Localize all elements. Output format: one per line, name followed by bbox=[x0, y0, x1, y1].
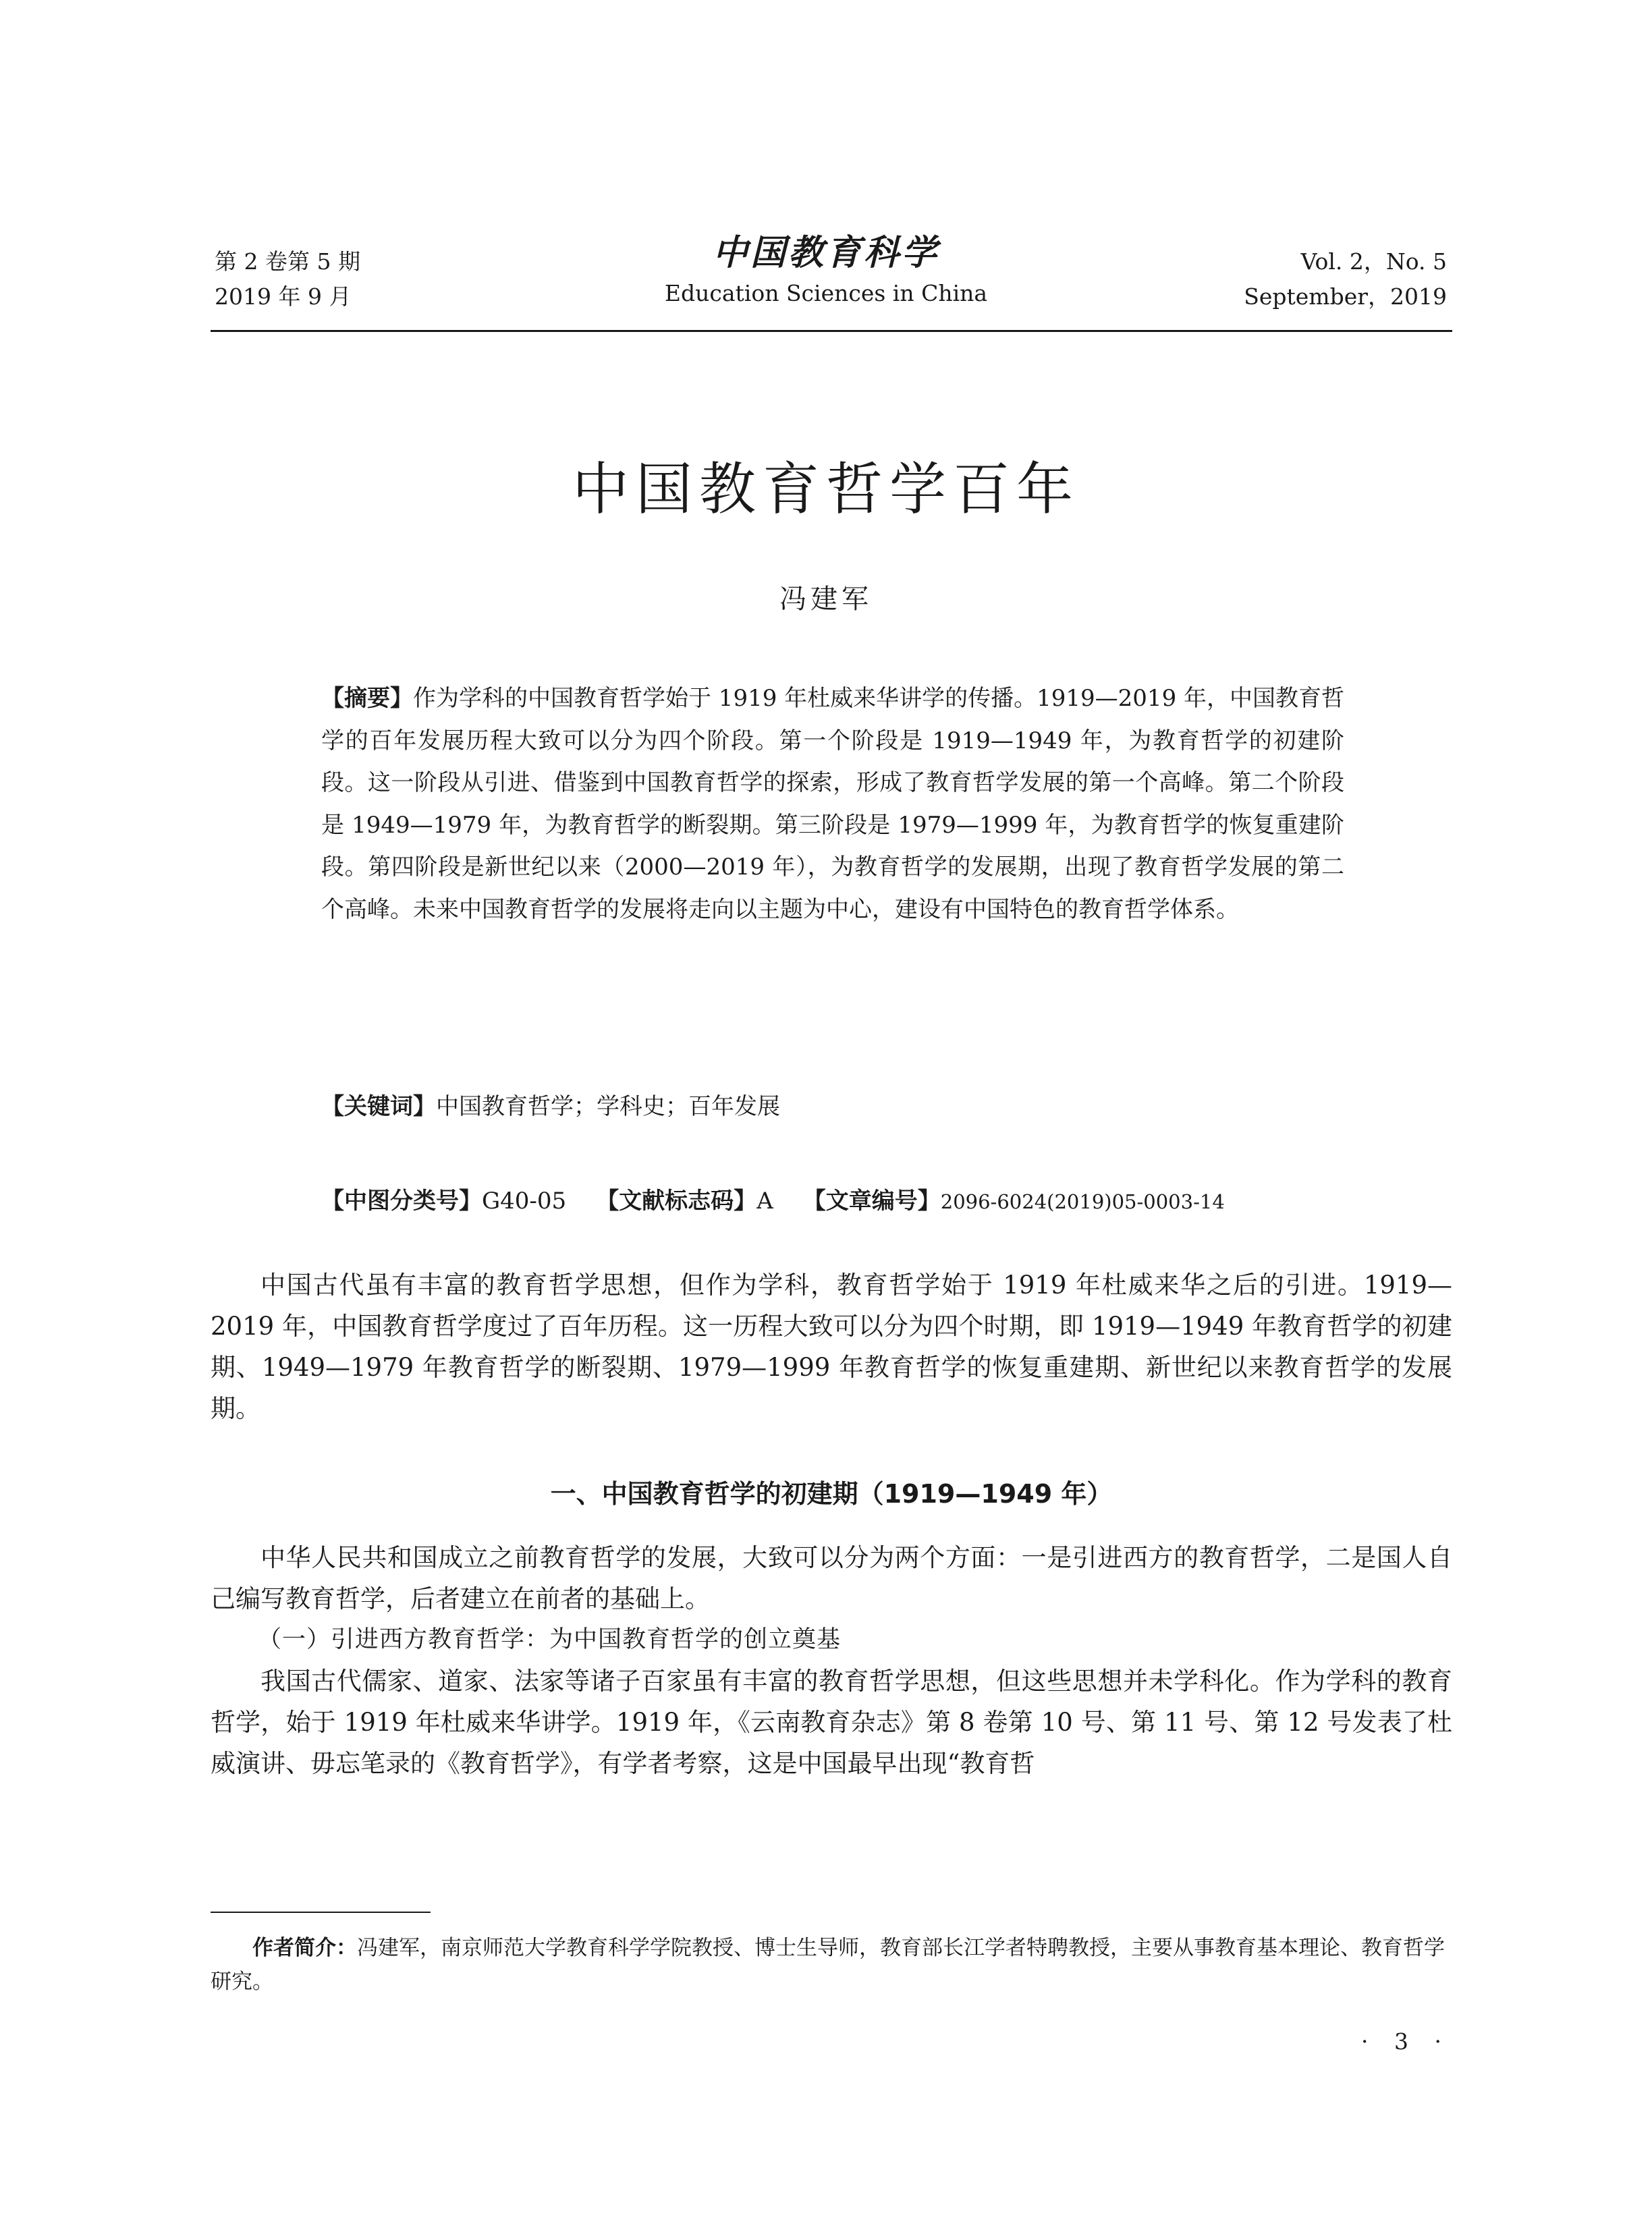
clc-label: 【中图分类号】 bbox=[321, 1188, 482, 1215]
abstract-label: 【摘要】 bbox=[321, 685, 413, 712]
header-divider bbox=[211, 330, 1452, 332]
author-footnote bbox=[211, 1931, 1452, 1999]
keywords-text: 中国教育哲学；学科史；百年发展 bbox=[436, 1093, 780, 1120]
subsection-heading: （一）引进西方教育哲学：为中国教育哲学的创立奠基 bbox=[258, 1626, 842, 1653]
keywords bbox=[321, 1088, 1344, 1125]
volume-issue: 第 2 卷第 5 期 bbox=[215, 248, 360, 275]
volume-issue-en: Vol. 2，No. 5 bbox=[1300, 248, 1447, 275]
article-author: 冯建军 bbox=[779, 584, 873, 615]
issue-info-en bbox=[1147, 244, 1447, 314]
article-number-label: 【文章编号】 bbox=[802, 1188, 941, 1215]
footnote-divider bbox=[211, 1912, 431, 1913]
classification-line bbox=[321, 1182, 1374, 1221]
publication-date: 2019 年 9 月 bbox=[215, 283, 352, 310]
intro-paragraph: 中国古代虽有丰富的教育哲学思想，但作为学科，教育哲学始于 1919 年杜威来华之后的引进。1919—2019 年，中国教育哲学度过了百年历程。这一历程大致可以分为四个时期，即 1919—1949 年教育哲学的初建期、1949—1979 年教育哲学的断裂期、1979—1999 年教育哲学的恢复重建期、新世纪以来教育哲学的发展期。 bbox=[211, 1271, 1452, 1423]
footnote-label: 作者简介： bbox=[252, 1936, 357, 1960]
abstract-text: 作为学科的中国教育哲学始于 1919 年杜威来华讲学的传播。1919—2019 年，中国教育哲学的百年发展历程大致可以分为四个阶段。第一个阶段是 1919—1949 年，为教育哲学的初建阶段。这一阶段从引进、借鉴到中国教育哲学的探索，形成了教育哲学发展的第一个高峰。第二个阶段是 1949—1979 年，为教育哲学的断裂期。第三阶段是 1979—1999 年，为教育哲学的恢复重建阶段。第四阶段是新世纪以来（2000—2019 年），为教育哲学的发展期，出现了教育哲学发展的第二个高峰。未来中国教育哲学的发展将走向以主题为中心，建设有中国特色的教育哲学体系。 bbox=[321, 685, 1345, 923]
issue-info bbox=[215, 244, 360, 314]
article-number-value: 2096-6024(2019)05-0003-14 bbox=[940, 1190, 1225, 1213]
journal-title-en: Education Sciences in China bbox=[664, 280, 988, 306]
keywords-label: 【关键词】 bbox=[321, 1093, 436, 1120]
abstract bbox=[321, 677, 1344, 930]
doc-code-value: A bbox=[756, 1188, 773, 1215]
page-number: · 3 · bbox=[1361, 2028, 1451, 2055]
section-body bbox=[211, 1537, 1452, 1784]
body-paragraph: 中华人民共和国成立之前教育哲学的发展，大致可以分为两个方面：一是引进西方的教育哲学，二是国人自己编写教育哲学，后者建立在前者的基础上。 bbox=[211, 1543, 1452, 1613]
doc-code-label: 【文献标志码】 bbox=[596, 1188, 757, 1215]
intro-section bbox=[211, 1264, 1452, 1429]
section-heading: 一、中国教育哲学的初建期（1919—1949 年） bbox=[550, 1479, 1113, 1509]
journal-masthead bbox=[556, 228, 1096, 309]
clc-value: G40-05 bbox=[482, 1188, 567, 1215]
publication-date-en: September，2019 bbox=[1244, 283, 1447, 310]
journal-title-cn: 中国教育科学 bbox=[712, 232, 939, 273]
article-title: 中国教育哲学百年 bbox=[572, 456, 1080, 522]
footnote-text: 冯建军，南京师范大学教育科学学院教授、博士生导师，教育部长江学者特聘教授，主要从事教育基本理论、教育哲学研究。 bbox=[211, 1936, 1445, 1994]
body-paragraph: 我国古代儒家、道家、法家等诸子百家虽有丰富的教育哲学思想，但这些思想并未学科化。作为学科的教育哲学，始于 1919 年杜威来华讲学。1919 年，《云南教育杂志》第 8 卷第 10 号、第 11 号、第 12 号发表了杜威演讲、毋忘笔录的《教育哲学》，有学者考察，这是中国最早出现“教育哲 bbox=[211, 1667, 1452, 1778]
